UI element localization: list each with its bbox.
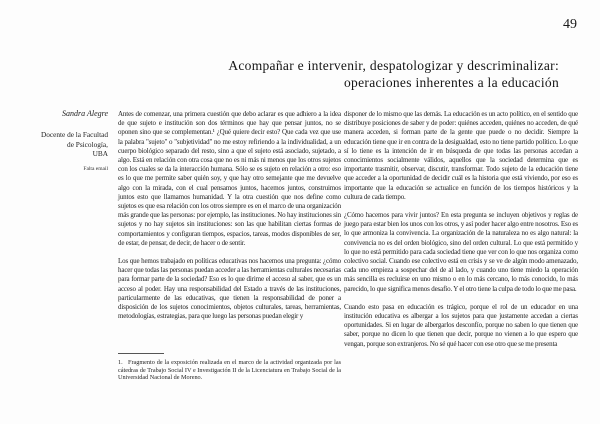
footnote xyxy=(118,353,341,382)
footnote-text xyxy=(118,359,341,382)
text-column-left xyxy=(118,110,341,330)
title-line-2: operaciones inherentes a la educación xyxy=(344,75,559,90)
author-name: Sandra Alegre xyxy=(62,109,108,118)
footnote-separator xyxy=(118,353,164,354)
right-paragraph-1: disponer de lo mismo que las demás. La educación es un acto político, en el sentido que distribuye posiciones de saber y de poder: quiénes acceden, quiénes no acceden, de qué manera acceden, si forman parte de la gente que puede o no decidir. Siempre la educación tiene que ir en contra de la desigualdad, esto no tiene partido político. Lo que sí lo tiene es la intención de ir en búsqueda de que todas las personas accedan a conocimientos socialmente válidos, aquellos que la sociedad determina que es importante trasmitir, observar, discutir, transformar. Todo sujeto de la educación tiene que acceder a la oportunidad de decidir cuál es la historia que está viviendo, por eso es importante que la educación se actualice en función de los tiempos históricos y la cultura de cada tiempo. xyxy=(344,110,578,201)
left-paragraph-2: Los que hemos trabajado en políticas educativas nos hacemos una pregunta: ¿cómo hacer que todas las personas puedan acceder a las herramientas culturales necesarias para formar parte de la sociedad? Eso es lo que dirime el acceso al saber, que es un acceso al poder. Hay una responsabilidad del Estado a través de las instituciones, particularmente de las educativas, que tienen la responsabilidad de poner a disposición de los sujetos conocimientos, objetos culturales, tareas, herramientas, metodologías, estrategias, para que luego las personas puedan elegir y xyxy=(118,257,341,321)
article-title xyxy=(228,57,559,91)
author-affiliation xyxy=(20,130,108,159)
affiliation-line-1: Docente de la Facultad xyxy=(40,130,108,139)
left-paragraph-1: Antes de comenzar, una primera cuestión que debo aclarar es que adhiero a la idea de que sujeto e institución son dos términos que hay que pensar juntos, no se oponen sino que se complementan.¹ ¿Qué quiere decir esto? Que cada vez que use la palabra "sujeto" o "subjetividad" no me estoy refiriendo a la individualidad, a un cuerpo biológico separado del resto, sino a que el sujeto está asociado, sujetado, a algo. Está en relación con otra cosa que no es ni más ni menos que los otros sujetos con los cuales se da la interacción humana. Sólo se es sujeto en relación a otro: eso es lo que me permite saber quién soy, y que hay otro semejante que me devuelve algo con la mirada, con el cual pensamos juntos, hacemos juntos, construimos juntos esto que llamamos humanidad. Y la otra cuestión que nos define como sujetos es que esa relación con los otros siempre es en el marco de una organización más grande que las personas: por ejemplo, las instituciones. No hay instituciones sin sujetos y no hay sujetos sin instituciones: son las que habilitan ciertas formas de comportamientos y configuran tiempos, espacios, tareas, modos disponibles de ser, de estar, de pensar, de decir, de hacer o de sentir. xyxy=(118,110,341,247)
page-number: 49 xyxy=(563,17,577,32)
footnote-marker: 1. xyxy=(118,359,123,366)
missing-email-note: Falta email xyxy=(83,165,108,172)
right-paragraph-2: ¿Cómo hacemos para vivir juntos? En esta pregunta se incluyen objetivos y reglas de juego para estar bien los unos con los otros, y así poder hacer algo entre nosotros. Eso es lo que armoniza la convivencia. La organización de la naturaleza no es algo natural: la convivencia no es del orden biológico, sino del orden cultural. Lo que está permitido y lo que no está permitido para cada sociedad tiene que ver con lo que nos organiza como colectivo social. Cuando ese colectivo está en crisis y se ve de algún modo amenazado, cada uno empieza a sospechar del de al lado, y cuando uno tiene miedo la operación más sencilla es recluirse en uno mismo o en lo más cercano, lo más conocido, lo más parecido, lo que significa menos desafío. Y el otro tiene la culpa de todo lo que me pasa. xyxy=(344,211,578,293)
author-block xyxy=(20,109,108,172)
right-paragraph-3: Cuando esto pasa en educación es trágico, porque el rol de un educador en una institución educativa es albergar a los sujetos para que justamente accedan a ciertas oportunidades. Si en lugar de albergarlos desconfío, porque no saben lo que tienen que saber, porque no dicen lo que tienen que decir, porque no vienen a lo que espero que vengan, porque son extranjeros. No sé qué hacer con ese otro que se me presenta xyxy=(344,302,578,348)
affiliation-line-2: de Psicología, xyxy=(67,139,108,149)
affiliation-line-3: UBA xyxy=(92,149,108,159)
text-column-right xyxy=(344,110,578,358)
title-line-1: Acompañar e intervenir, despatologizar y descriminalizar: xyxy=(228,58,559,73)
footnote-body: Fragmento de la exposición realizada en el marco de la actividad organizada por las cátedras de Trabajo Social IV e Investigación II de la Licenciatura en Trabajo Social de la Universidad Nacional de Moreno. xyxy=(118,359,341,382)
